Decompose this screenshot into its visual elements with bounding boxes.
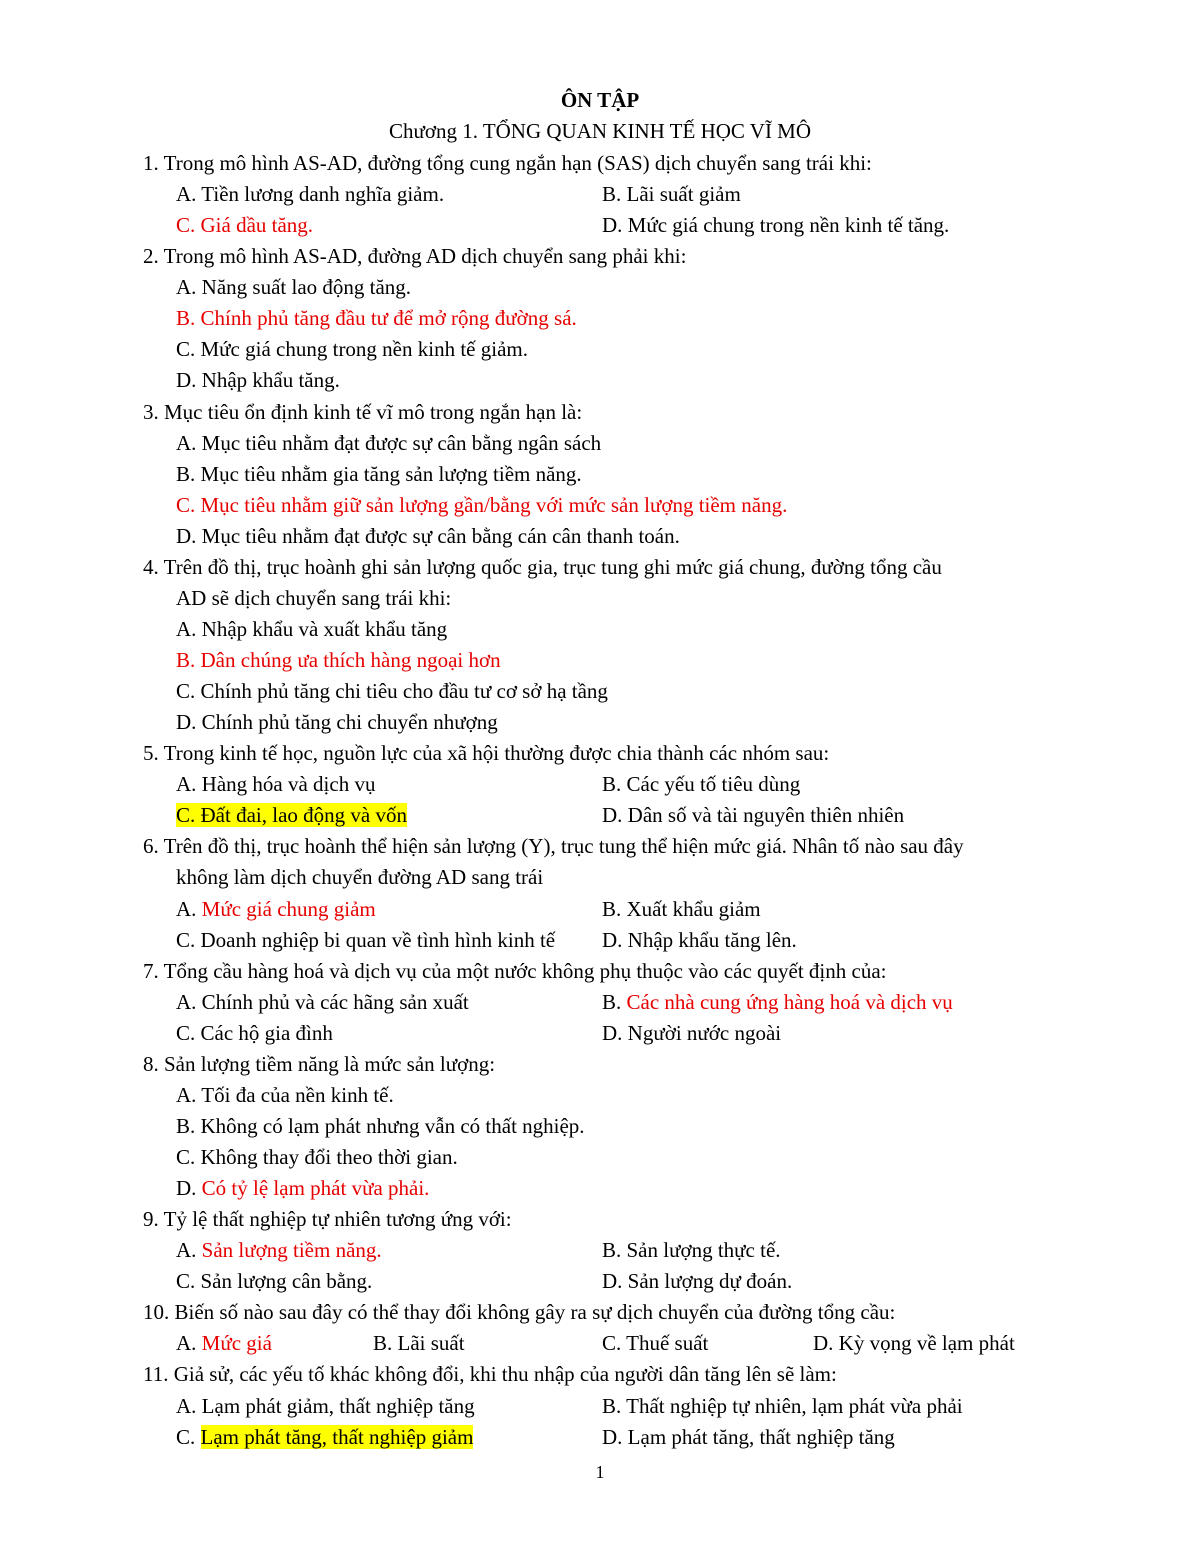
question-10-options-row bbox=[143, 1328, 1073, 1359]
option-letter: A. bbox=[176, 896, 202, 921]
option-letter: B. bbox=[602, 989, 627, 1014]
option: B. Lãi suất bbox=[373, 1331, 465, 1356]
option: D. Mức giá chung trong nền kinh tế tăng. bbox=[602, 213, 950, 238]
option: A. Mục tiêu nhằm đạt được sự cân bằng ngân sách bbox=[176, 430, 602, 455]
answer-option: B. Chính phủ tăng đầu tư để mở rộng đường sá. bbox=[176, 306, 577, 331]
option: A. Chính phủ và các hãng sản xuất bbox=[176, 989, 469, 1014]
option: D. Người nước ngoài bbox=[602, 1020, 782, 1045]
question-4-continued: AD sẽ dịch chuyển sang trái khi: bbox=[176, 585, 452, 610]
answer-option-cell bbox=[143, 894, 602, 925]
highlighted-answer: C. Đất đai, lao động và vốn bbox=[176, 803, 407, 828]
question-7-options-row-2 bbox=[143, 1018, 1073, 1049]
page-number: 1 bbox=[595, 1462, 605, 1482]
question-2: 2. Trong mô hình AS-AD, đường AD dịch chuyển sang phải khi: bbox=[143, 244, 687, 269]
answer-option: Có tỷ lệ lạm phát vừa phải. bbox=[201, 1176, 430, 1201]
question-11: 11. Giả sử, các yếu tố khác không đổi, khi thu nhập của người dân tăng lên sẽ làm: bbox=[143, 1362, 837, 1387]
question-6-continued: không làm dịch chuyển đường AD sang trái bbox=[176, 865, 544, 890]
option: D. Nhập khẩu tăng lên. bbox=[602, 927, 797, 952]
question-1-options-row-1 bbox=[143, 179, 1073, 210]
option: A. Lạm phát giảm, thất nghiệp tăng bbox=[176, 1393, 475, 1418]
answer-option: Mức giá bbox=[201, 1331, 272, 1356]
question-5: 5. Trong kinh tế học, nguồn lực của xã hội thường được chia thành các nhóm sau: bbox=[143, 741, 830, 766]
option: D. Dân số và tài nguyên thiên nhiên bbox=[602, 803, 905, 828]
option: C. Mức giá chung trong nền kinh tế giảm. bbox=[176, 337, 528, 362]
question-7: 7. Tổng cầu hàng hoá và dịch vụ của một nước không phụ thuộc vào các quyết định của: bbox=[143, 958, 887, 983]
question-6-options-row-2 bbox=[143, 925, 1073, 956]
option: C. Không thay đổi theo thời gian. bbox=[176, 1145, 458, 1169]
question-11-options-row-2 bbox=[143, 1422, 1073, 1453]
question-1: 1. Trong mô hình AS-AD, đường tổng cung ngắn hạn (SAS) dịch chuyển sang trái khi: bbox=[143, 151, 872, 175]
option: B. Sản lượng thực tế. bbox=[602, 1238, 781, 1263]
option: D. Nhập khẩu tăng. bbox=[176, 368, 340, 393]
option-letter: C. bbox=[176, 1424, 201, 1449]
option: A. Năng suất lao động tăng. bbox=[176, 275, 412, 300]
question-1-options-row-2 bbox=[143, 210, 1073, 241]
option: A. Nhập khẩu và xuất khẩu tăng bbox=[176, 616, 448, 641]
option: D. Kỳ vọng về lạm phát bbox=[813, 1331, 1015, 1356]
answer-option-cell bbox=[143, 1173, 1073, 1204]
answer-option-cell bbox=[143, 800, 602, 831]
option: D. Chính phủ tăng chi chuyển nhượng bbox=[176, 710, 498, 735]
option: B. Mục tiêu nhằm gia tăng sản lượng tiềm năng. bbox=[176, 461, 582, 486]
question-5-options-row-2 bbox=[143, 800, 1073, 831]
question-9-options-row-1 bbox=[143, 1235, 1073, 1266]
question-9-options-row-2 bbox=[143, 1266, 1073, 1297]
option: B. Lãi suất giảm bbox=[602, 182, 741, 207]
option: C. Sản lượng cân bằng. bbox=[176, 1269, 373, 1294]
option: D. Lạm phát tăng, thất nghiệp tăng bbox=[602, 1424, 895, 1449]
page-title: ÔN TẬP bbox=[560, 88, 640, 112]
question-list bbox=[143, 148, 1073, 1453]
answer-option: C. Mục tiêu nhằm giữ sản lượng gần/bằng với mức sản lượng tiềm năng. bbox=[176, 492, 788, 517]
question-9: 9. Tỷ lệ thất nghiệp tự nhiên tương ứng với: bbox=[143, 1207, 512, 1232]
question-11-options-row-1 bbox=[143, 1391, 1073, 1422]
option-letter: A. bbox=[176, 1331, 202, 1356]
answer-option: Sản lượng tiềm năng. bbox=[201, 1238, 382, 1263]
answer-option: Mức giá chung giảm bbox=[201, 896, 376, 921]
answer-option-cell bbox=[602, 987, 953, 1018]
answer-option: B. Dân chúng ưa thích hàng ngoại hơn bbox=[176, 648, 501, 672]
option-letter: D. bbox=[176, 1176, 202, 1201]
option: C. Doanh nghiệp bi quan về tình hình kinh tế bbox=[176, 927, 556, 952]
option: D. Mục tiêu nhằm đạt được sự cân bằng cán cân thanh toán. bbox=[176, 523, 680, 548]
option: B. Xuất khẩu giảm bbox=[602, 896, 761, 921]
answer-option-cell bbox=[143, 1235, 602, 1266]
option: B. Các yếu tố tiêu dùng bbox=[602, 772, 801, 797]
option: C. Các hộ gia đình bbox=[176, 1020, 333, 1045]
option: B. Thất nghiệp tự nhiên, lạm phát vừa phải bbox=[602, 1393, 963, 1418]
option-letter: A. bbox=[176, 1238, 202, 1263]
answer-option-cell bbox=[143, 1422, 602, 1453]
question-3: 3. Mục tiêu ổn định kinh tế vĩ mô trong ngắn hạn là: bbox=[143, 399, 583, 424]
option: C. Thuế suất bbox=[602, 1331, 709, 1356]
answer-option: C. Giá dầu tăng. bbox=[176, 213, 314, 238]
option: A. Tối đa của nền kinh tế. bbox=[176, 1082, 394, 1107]
question-6: 6. Trên đồ thị, trục hoành thể hiện sản lượng (Y), trục tung thể hiện mức giá. Nhân tố nào sau đây bbox=[143, 834, 964, 859]
question-6-options-row-1 bbox=[143, 894, 1073, 925]
chapter-title: Chương 1. TỔNG QUAN KINH TẾ HỌC VĨ MÔ bbox=[388, 119, 812, 143]
option: A. Hàng hóa và dịch vụ bbox=[176, 772, 376, 797]
question-5-options-row-1 bbox=[143, 769, 1073, 800]
answer-option-cell bbox=[143, 1328, 373, 1359]
highlighted-answer: Lạm phát tăng, thất nghiệp giảm bbox=[200, 1424, 474, 1449]
answer-option: Các nhà cung ứng hàng hoá và dịch vụ bbox=[626, 989, 953, 1014]
question-10: 10. Biến số nào sau đây có thể thay đổi không gây ra sự dịch chuyển của đường tổng cầu: bbox=[143, 1300, 896, 1325]
question-4: 4. Trên đồ thị, trục hoành ghi sản lượng quốc gia, trục tung ghi mức giá chung, đường tổng cầu bbox=[143, 554, 942, 579]
question-7-options-row-1 bbox=[143, 987, 1073, 1018]
option: D. Sản lượng dự đoán. bbox=[602, 1269, 793, 1294]
question-8: 8. Sản lượng tiềm năng là mức sản lượng: bbox=[143, 1051, 496, 1076]
option: B. Không có lạm phát nhưng vẫn có thất nghiệp. bbox=[176, 1113, 585, 1138]
option: C. Chính phủ tăng chi tiêu cho đầu tư cơ sở hạ tầng bbox=[176, 679, 608, 704]
option: A. Tiền lương danh nghĩa giảm. bbox=[176, 182, 445, 207]
